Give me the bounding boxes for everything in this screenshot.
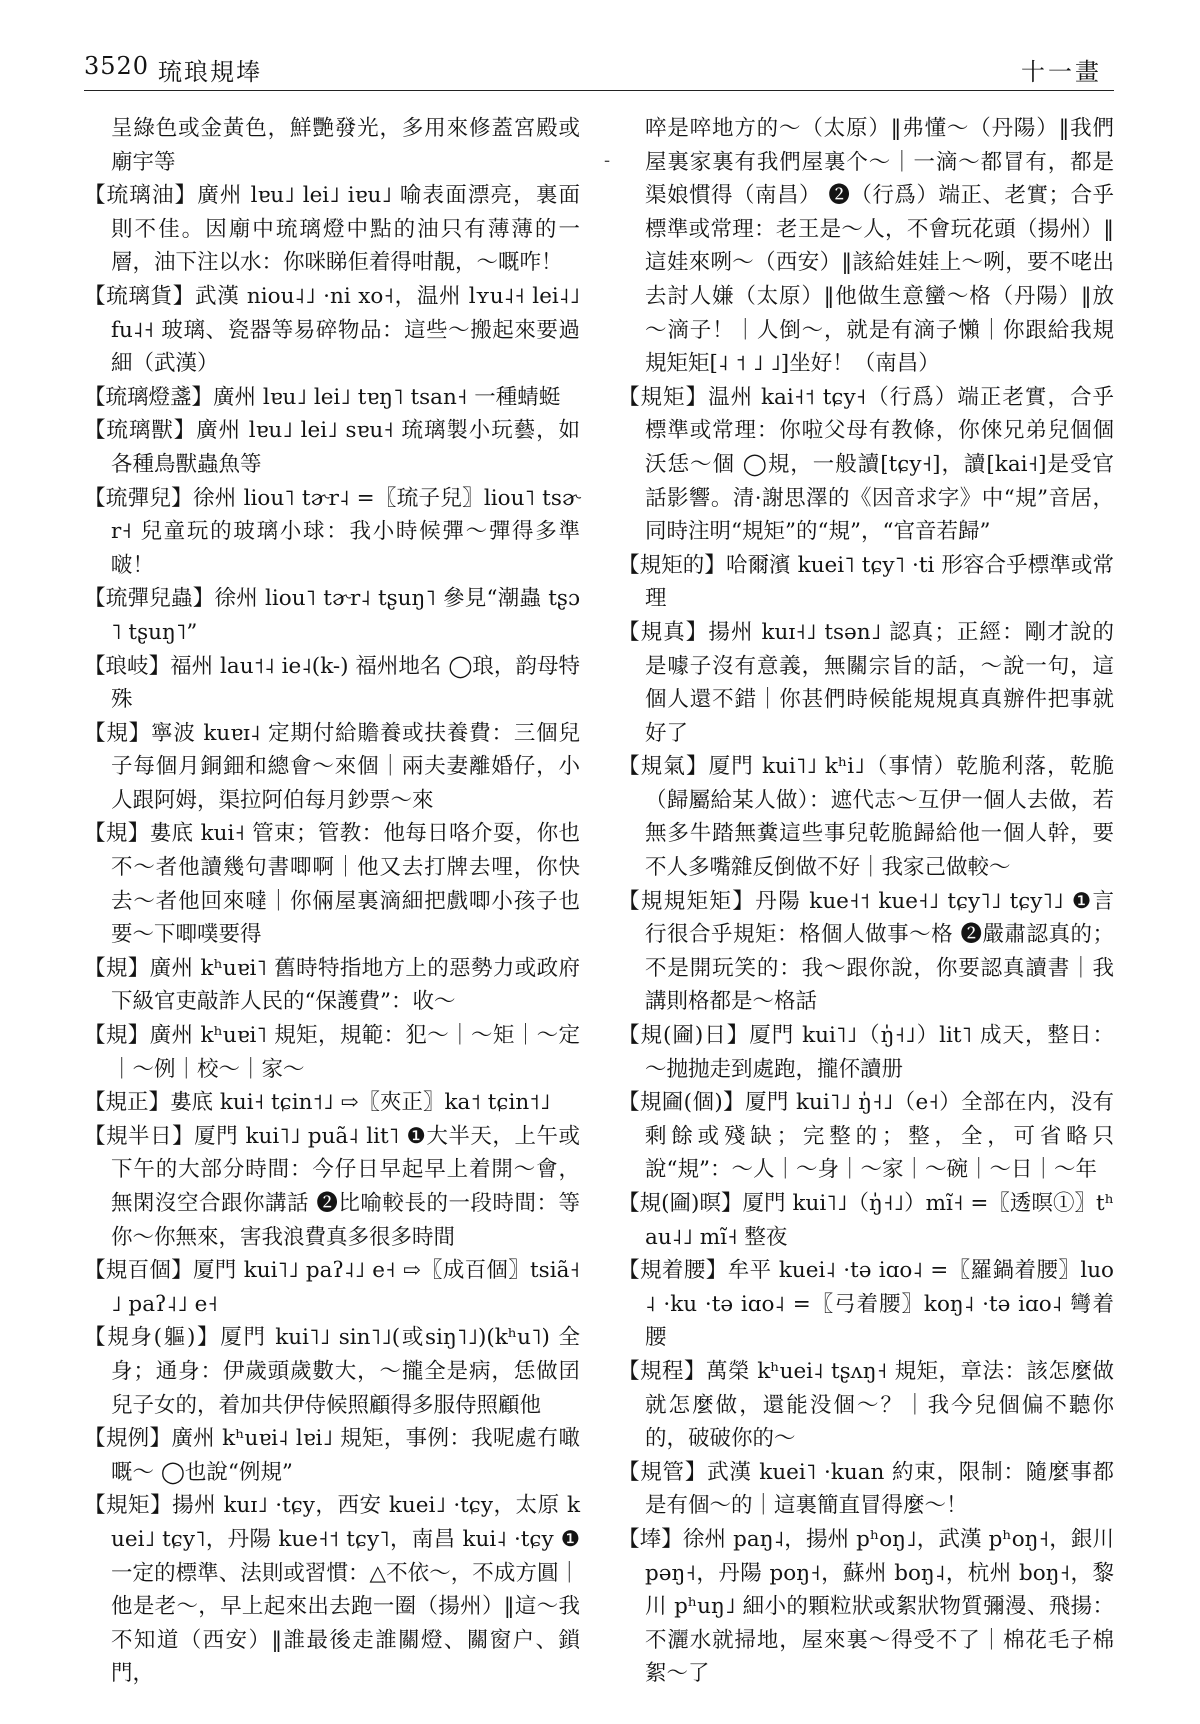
dictionary-entry: 【規程】萬榮 kʰuei˨ tʂʌŋ˧ 規矩，章法：該怎麼做就怎麼做，還能没個～？｜我今兒個偏不聽你的，破破你的～ [618, 1358, 1114, 1452]
dictionary-entry: 【琅岐】福州 lau˦˨ ie˨(k-) 福州地名 ◯琅，韵母特殊 [84, 653, 580, 713]
dictionary-entry: 【琉璃獸】廣州 lɐu˩ lei˩ sɐu˧ 琉璃製小玩藝，如各種鳥獸蟲魚等 [84, 418, 580, 477]
dictionary-entry: 【埲】徐州 paŋ˨，揚州 pʰoŋ˩，武漢 pʰoŋ˧，銀川 pəŋ˧，丹陽 poŋ˧，蘇州 boŋ˨，杭州 boŋ˧，黎川 pʰuŋ˩ 細小的顆粒狀或絮狀物質彌漫、飛揚：不灑水就掃地，屋來裏～得受不了｜棉花毛子棉絮～了 [618, 1526, 1114, 1687]
dictionary-entry: 呈綠色或金黃色，鮮艷發光，多用來修蓋宮殿或廟宇等 [111, 116, 580, 175]
dictionary-entry: 【規(圇)暝】厦門 kui˥˩（ŋ̍˧˩）mĩ˧ =〖透暝①〗tʰau˨˩ mĩ˧ 整夜 [618, 1191, 1114, 1250]
dictionary-entry: 【琉璃燈盞】廣州 lɐu˩ lei˩ tɐŋ˥ tsan˧ 一種蜻蜓 [84, 384, 561, 410]
dictionary-entry: 【琉彈兒蟲】徐州 liou˥ tɚr˨ tʂuŋ˥ 參見“潮蟲 tʂɔ˥ tʂuŋ˥” [84, 586, 580, 645]
dictionary-entry: 【規身(軀)】厦門 kui˥˩ sin˥˩(或siŋ˥˩)(kʰu˥) 全身；通身：伊歲頭歲數大，～攏全是病，恁做囝兒子女的，着加共伊侍候照顧得多服侍照顧他 [84, 1325, 580, 1418]
stroke-count-label: 十一畫 [1021, 58, 1102, 86]
dictionary-entry: 【規百個】厦門 kui˥˩ paʔ˨˩ e˧ ⇨〖成百個〗tsiã˧˩ paʔ˨˩ e˧ [84, 1258, 580, 1317]
dictionary-entry: 【規規矩矩】丹陽 kue˧˦ kue˧˩ tɕy˥˩ tɕy˥˩ ❶言行很合乎規矩：格個人做事～格 ❷嚴肅認真的；不是開玩笑的：我～跟你說，你要認真讀書｜我講則格都是～格話 [618, 888, 1114, 1015]
page-header [84, 52, 1114, 88]
dictionary-entry: 【規】寧波 kuɐɪ˨ 定期付給贍養或扶養費：三個兒子每個月銅鈿和總會～來個｜兩夫妻離婚仔，小人跟阿姆，渠拉阿伯每月鈔票～來 [84, 720, 580, 813]
dictionary-entry: 【琉璃貨】武漢 niou˨˩ ·ni xo˧，温州 lʏu˨˧ lei˨˩ fu˨˧ 玻璃、瓷器等易碎物品：這些～搬起來要過細（武漢） [84, 283, 580, 377]
dictionary-entry: 【規例】廣州 kʰuɐi˨ lɐi˩ 規矩，事例：我呢處冇噉嘅～ ◯也說“例規” [84, 1426, 580, 1485]
dictionary-entry: 【規着腰】牟平 kuei˨ ·tə iɑo˨ =〖羅鍋着腰〗luo˨ ·ku ·tə iɑo˨ =〖弓着腰〗koŋ˨ ·tə iɑo˨ 彎着腰 [618, 1258, 1114, 1351]
dictionary-entry: 【琉彈兒】徐州 liou˥ tɚr˨ =〖琉子兒〗liou˥ tsɚr˧ 兒童玩的玻璃小球：我小時候彈～彈得多準啵！ [84, 485, 580, 578]
header-rule [84, 90, 1114, 91]
dictionary-entry: 【規管】武漢 kuei˥ ·kuan 約束，限制：隨麼事都是有個～的｜這裏簡直冒得麼～！ [618, 1459, 1114, 1519]
dictionary-entry: 啐是啐地方的～（太原）‖弗懂～（丹陽）‖我們屋裏家裏有我們屋裏个～｜一滴～都冒有，都是渠娘慣得（南昌） ❷（行爲）端正、老實；合乎標準或常理：老王是～人，不會玩花頭（揚州）‖這娃來咧～（西安）‖該給娃娃上～咧，要不咾出去討人嫌（太原）‖他做生意蠻～格（丹陽）‖放～滴子！｜人倒～，就是有滴子懶｜你跟給我規規矩矩[˨ ˦ ˩ ˩]坐好！（南昌） [645, 116, 1114, 377]
dictionary-entry: 【規矩】温州 kai˧˦ tɕy˧（行爲）端正老實，合乎標準或常理：你啦父母有教條，你倈兄弟兒個個沃恁～個 ◯規，一般讀[tɕy˧]，讀[kai˧]是受官話影響。清·謝思澤的《因音求字》中“規”音居，同時注明“規矩”的“規”，“官音若歸” [618, 384, 1114, 545]
page-number: 3520 [84, 52, 150, 80]
dictionary-entry: 【規矩】揚州 kuɪ˩ ·tɕy，西安 kuei˩ ·tɕy，太原 kuei˩ tɕy˥，丹陽 kue˧˦ tɕy˥，南昌 kui˨ ·tɕy ❶一定的標準、法則或習慣：△不依～，不成方圓｜他是老～，早上起來出去跑一圈（揚州）‖這～我不知道（西安）‖誰最後走誰關燈、關窗户、鎖門， [84, 1493, 580, 1687]
dictionary-entry: 【規】廣州 kʰuɐi˥ 規矩，規範：犯～｜～矩｜～定｜～例｜校～｜家～ [84, 1023, 580, 1082]
dictionary-entry: 【規圇(個)】厦門 kui˥˩ ŋ̍˧˩（e˧）全部在内，没有剩餘或殘缺；完整的；整，全，可省略只說“規”：～人｜～身｜～家｜～碗｜～日｜～年 [618, 1090, 1114, 1183]
margin-mark: - [604, 150, 611, 171]
dictionary-entry: 【規真】揚州 kuɪ˧˩ tsən˩ 認真；正經：剛才說的是噱子沒有意義，無關宗旨的話，～說一句，這個人還不錯｜你甚們時候能規規真真辦件把事就好了 [618, 619, 1114, 746]
dictionary-entry: 【規矩的】哈爾濱 kuei˥ tɕy˥ ·ti 形容合乎標準或常理 [618, 552, 1114, 612]
running-head-characters: 琉琅規埲 [158, 58, 262, 86]
dictionary-entry: 【規】廣州 kʰuɐi˥ 舊時特指地方上的惡勢力或政府下級官吏敲詐人民的“保護費”：收～ [84, 955, 580, 1015]
dictionary-entry: 【規半日】厦門 kui˥˩ puã˨ lit˥ ❶大半天，上午或下午的大部分時間：今仔日早起早上着開～會，無閑沒空合跟你講話 ❷比喻較長的一段時間：等你～你無來，害我浪費真多很多時間 [84, 1123, 580, 1250]
dictionary-entry: 【規】婁底 kui˧ 管束；管教：他每日咯介耍，你也不～者他讀幾句書唧啊｜他又去打牌去哩，你快去～者他回來噠｜你倆屋裏滴細把戲唧小孩子也要～下唧噗要得 [84, 821, 580, 948]
right-column [618, 112, 1114, 1687]
dictionary-entry: 【琉璃油】廣州 lɐu˩ lei˩ iɐu˩ 喻表面漂亮，裏面則不佳。因廟中琉璃燈中點的油只有薄薄的一層，油下注以水：你咪睇佢着得咁靚，～嘅咋！ [84, 183, 580, 276]
left-column [84, 112, 580, 1687]
dictionary-entry: 【規氣】厦門 kui˥˩ kʰi˩（事情）乾脆利落，乾脆（歸屬給某人做）：遮代志～互伊一個人去做，若無多牛踏無糞這些事兒乾脆歸給他一個人幹，要不人多嘴雜反倒做不好｜我家己做較～ [618, 754, 1114, 881]
dictionary-entry: 【規(圇)日】厦門 kui˥˩（ŋ̍˧˩）lit˥ 成天，整日：～抛抛走到處跑，攏伓讀册 [618, 1023, 1114, 1082]
dictionary-entry: 【規正】婁底 kui˧ tɕin˦˩ ⇨〖夾正〗ka˦ tɕin˦˩ [84, 1090, 551, 1116]
